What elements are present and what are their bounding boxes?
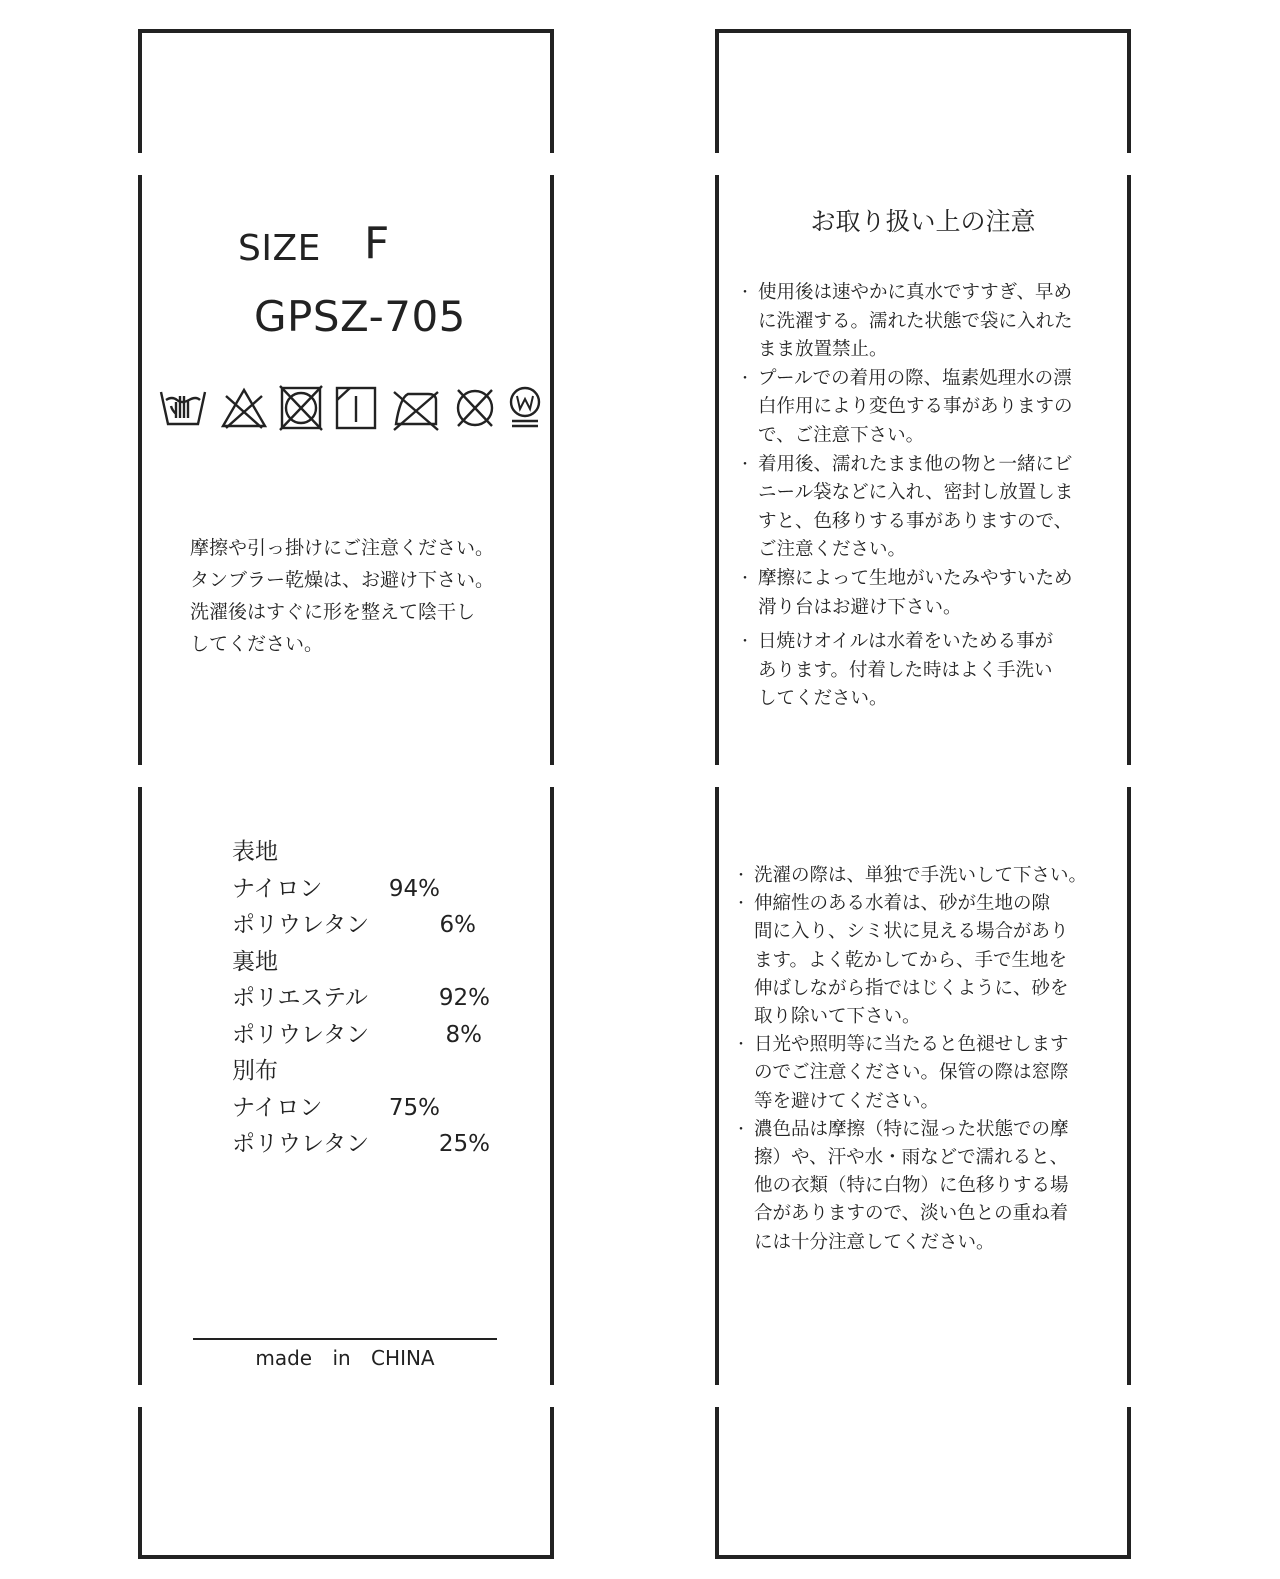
caution-line: ・ 日焼けオイルは水着をいためる事が (758, 631, 1054, 653)
no-tumble-dry-icon (278, 384, 324, 432)
composition-row (232, 1126, 492, 1163)
no-dry-clean-icon (452, 384, 498, 432)
caution-item (746, 565, 1073, 622)
caution-line: ・ 伸縮性のある水着は、砂が生地の隙 (754, 893, 1051, 915)
care-symbols (158, 384, 542, 436)
size-value: F (364, 218, 390, 269)
material-percent: 75% (388, 1094, 440, 1121)
caution-item (742, 1116, 1087, 1257)
care-note-line: 摩擦や引っ掛けにご注意ください。 (190, 537, 495, 559)
material-name: 別布 (232, 1058, 278, 1084)
washing-caution-list (742, 862, 1087, 1257)
caution-line: まま放置禁止。 (758, 339, 888, 361)
caution-item (746, 279, 1073, 365)
caution-line: で、ご注意下さい。 (758, 424, 925, 446)
fabric-composition (232, 834, 492, 1163)
caution-line: してください。 (758, 688, 888, 710)
caution-line: 擦）や、汗や水・雨などで濡れると、 (754, 1147, 1069, 1169)
material-name: ポリエステル (232, 985, 368, 1011)
material-percent: 94% (388, 875, 440, 902)
material-percent: 25% (438, 1131, 490, 1157)
caution-line: ・ 洗濯の際は、単独で手洗いして下さい。 (754, 865, 1088, 886)
caution-line: 他の衣類（特に白物）に色移りする場 (754, 1175, 1069, 1197)
wet-clean-icon (508, 384, 542, 432)
composition-row (232, 834, 492, 871)
material-name: ポリウレタン (232, 1021, 370, 1048)
caution-line: ・ 使用後は速やかに真水ですすぎ、早め (758, 282, 1072, 303)
material-percent: 92% (438, 985, 490, 1011)
caution-line: すと、色移りする事がありますので、 (758, 510, 1073, 532)
care-notes (190, 532, 494, 660)
composition-row (232, 944, 492, 981)
caution-item (746, 365, 1073, 451)
composition-row (232, 1090, 492, 1127)
caution-line: 白作用により変色する事がありますの (758, 396, 1073, 418)
caution-title: お取り扱い上の注意 (810, 207, 1036, 236)
composition-row (232, 871, 492, 908)
caution-item (746, 628, 1073, 714)
caution-line: ます。よく乾かしてから、手で生地を (754, 949, 1068, 971)
caution-line: 伸ばしながら指ではじくように、砂を (754, 977, 1069, 999)
no-bleach-icon (220, 384, 268, 432)
caution-line: に洗濯する。濡れた状態で袋に入れた (758, 310, 1073, 332)
material-percent: 8% (445, 1021, 482, 1048)
country-of-origin: made in CHINA (255, 1346, 435, 1370)
material-name: ナイロン (232, 1094, 323, 1121)
size-label: SIZE (238, 228, 321, 269)
caution-line: あります。付着した時はよく手洗い (758, 659, 1053, 681)
caution-line: 取り除いて下さい。 (754, 1006, 921, 1028)
caution-item (742, 862, 1087, 890)
composition-row (232, 1017, 492, 1054)
care-note-line: タンブラー乾燥は、お避け下さい。 (190, 569, 495, 591)
caution-line: ニール袋などに入れ、密封し放置しま (758, 482, 1074, 504)
care-note-line: してください。 (190, 633, 324, 655)
material-percent: 6% (439, 912, 476, 938)
material-name: ナイロン (232, 875, 323, 902)
line-dry-shade-icon (334, 384, 378, 432)
caution-item (742, 890, 1087, 1031)
composition-row (232, 907, 492, 944)
caution-item (746, 451, 1073, 565)
no-ironing-icon (390, 384, 442, 432)
caution-line: 等を避けてください。 (754, 1090, 940, 1112)
material-name: ポリウレタン (232, 912, 370, 938)
caution-line: ご注意ください。 (758, 539, 907, 561)
made-in-divider (193, 1338, 497, 1340)
material-name: ポリウレタン (232, 1131, 370, 1157)
care-note-line: 洗濯後はすぐに形を整えて陰干し (190, 601, 476, 623)
caution-line: には十分注意してください。 (754, 1231, 995, 1253)
caution-line: ・ 日光や照明等に当たると色褪せします (754, 1034, 1069, 1056)
caution-line: 間に入り、シミ状に見える場合があり (754, 921, 1069, 943)
material-name: 表地 (232, 839, 278, 865)
caution-line: ・ プールでの着用の際、塩素処理水の漂 (758, 367, 1072, 389)
composition-row (232, 980, 492, 1017)
hand-wash-icon (158, 384, 208, 434)
caution-line: 滑り台はお避け下さい。 (758, 596, 962, 618)
caution-line: 合がありますので、淡い色との重ね着 (754, 1203, 1069, 1225)
caution-line: ・ 摩擦によって生地がいたみやすいため (758, 567, 1073, 589)
composition-row (232, 1053, 492, 1090)
product-code: GPSZ-705 (254, 292, 466, 341)
caution-line: のでご注意ください。保管の際は窓際 (754, 1062, 1069, 1084)
caution-line: ・ 濃色品は摩擦（特に湿った状態での摩 (754, 1118, 1069, 1140)
material-name: 裏地 (232, 948, 278, 975)
caution-line: ・ 着用後、濡れたまま他の物と一緒にビ (758, 453, 1073, 475)
caution-list (746, 279, 1073, 714)
caution-item (742, 1031, 1087, 1116)
